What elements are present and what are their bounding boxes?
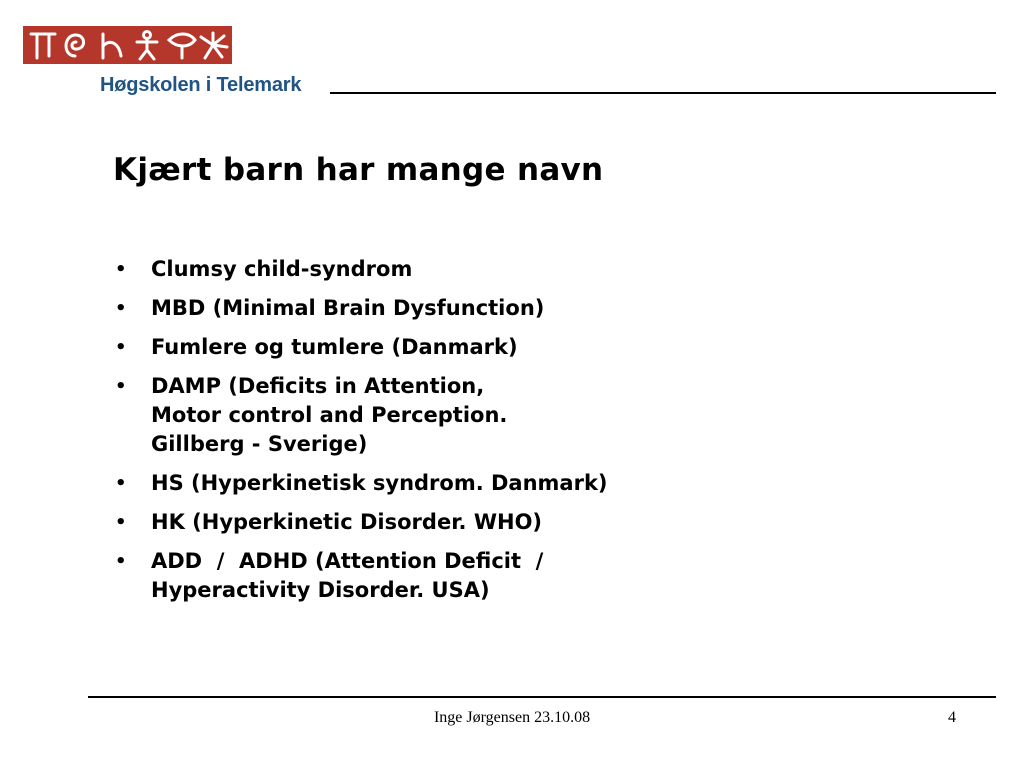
bullet-text: Fumlere og tumlere (Danmark) xyxy=(151,335,518,359)
slide-title: Kjært barn har mange navn xyxy=(113,152,604,188)
bullet-dot-icon: • xyxy=(115,259,127,280)
bullet-text: ADD / ADHD (Attention Deficit / xyxy=(151,549,544,573)
footer-divider xyxy=(88,696,996,698)
bullet-dot-icon: • xyxy=(115,298,127,319)
bullet-item xyxy=(113,255,813,284)
bullet-list xyxy=(113,255,813,615)
bullet-text: DAMP (Deficits in Attention, xyxy=(151,374,485,398)
bullet-text: Clumsy child-syndrom xyxy=(151,257,413,281)
bullet-text: HK (Hyperkinetic Disorder. WHO) xyxy=(151,510,543,534)
bullet-item xyxy=(113,547,813,605)
footer-author-date: Inge Jørgensen 23.10.08 xyxy=(433,709,591,726)
bullet-text: HS (Hyperkinetisk syndrom. Danmark) xyxy=(151,471,608,495)
bullet-dot-icon: • xyxy=(115,551,127,572)
school-name: Høgskolen i Telemark xyxy=(100,74,302,96)
bullet-item xyxy=(113,508,813,537)
header-divider xyxy=(330,92,996,94)
bullet-text: Hyperactivity Disorder. USA) xyxy=(151,578,490,602)
bullet-dot-icon: • xyxy=(115,512,127,533)
page-number: 4 xyxy=(948,709,956,726)
bullet-text: MBD (Minimal Brain Dysfunction) xyxy=(151,296,545,320)
bullet-dot-icon: • xyxy=(115,473,127,494)
school-logo-icon xyxy=(23,26,232,64)
bullet-item xyxy=(113,372,813,459)
bullet-dot-icon: • xyxy=(115,337,127,358)
bullet-item xyxy=(113,333,813,362)
bullet-dot-icon: • xyxy=(115,376,127,397)
bullet-text: Gillberg - Sverige) xyxy=(151,432,368,456)
bullet-text: Motor control and Perception. xyxy=(151,403,508,427)
bullet-item xyxy=(113,469,813,498)
bullet-item xyxy=(113,294,813,323)
